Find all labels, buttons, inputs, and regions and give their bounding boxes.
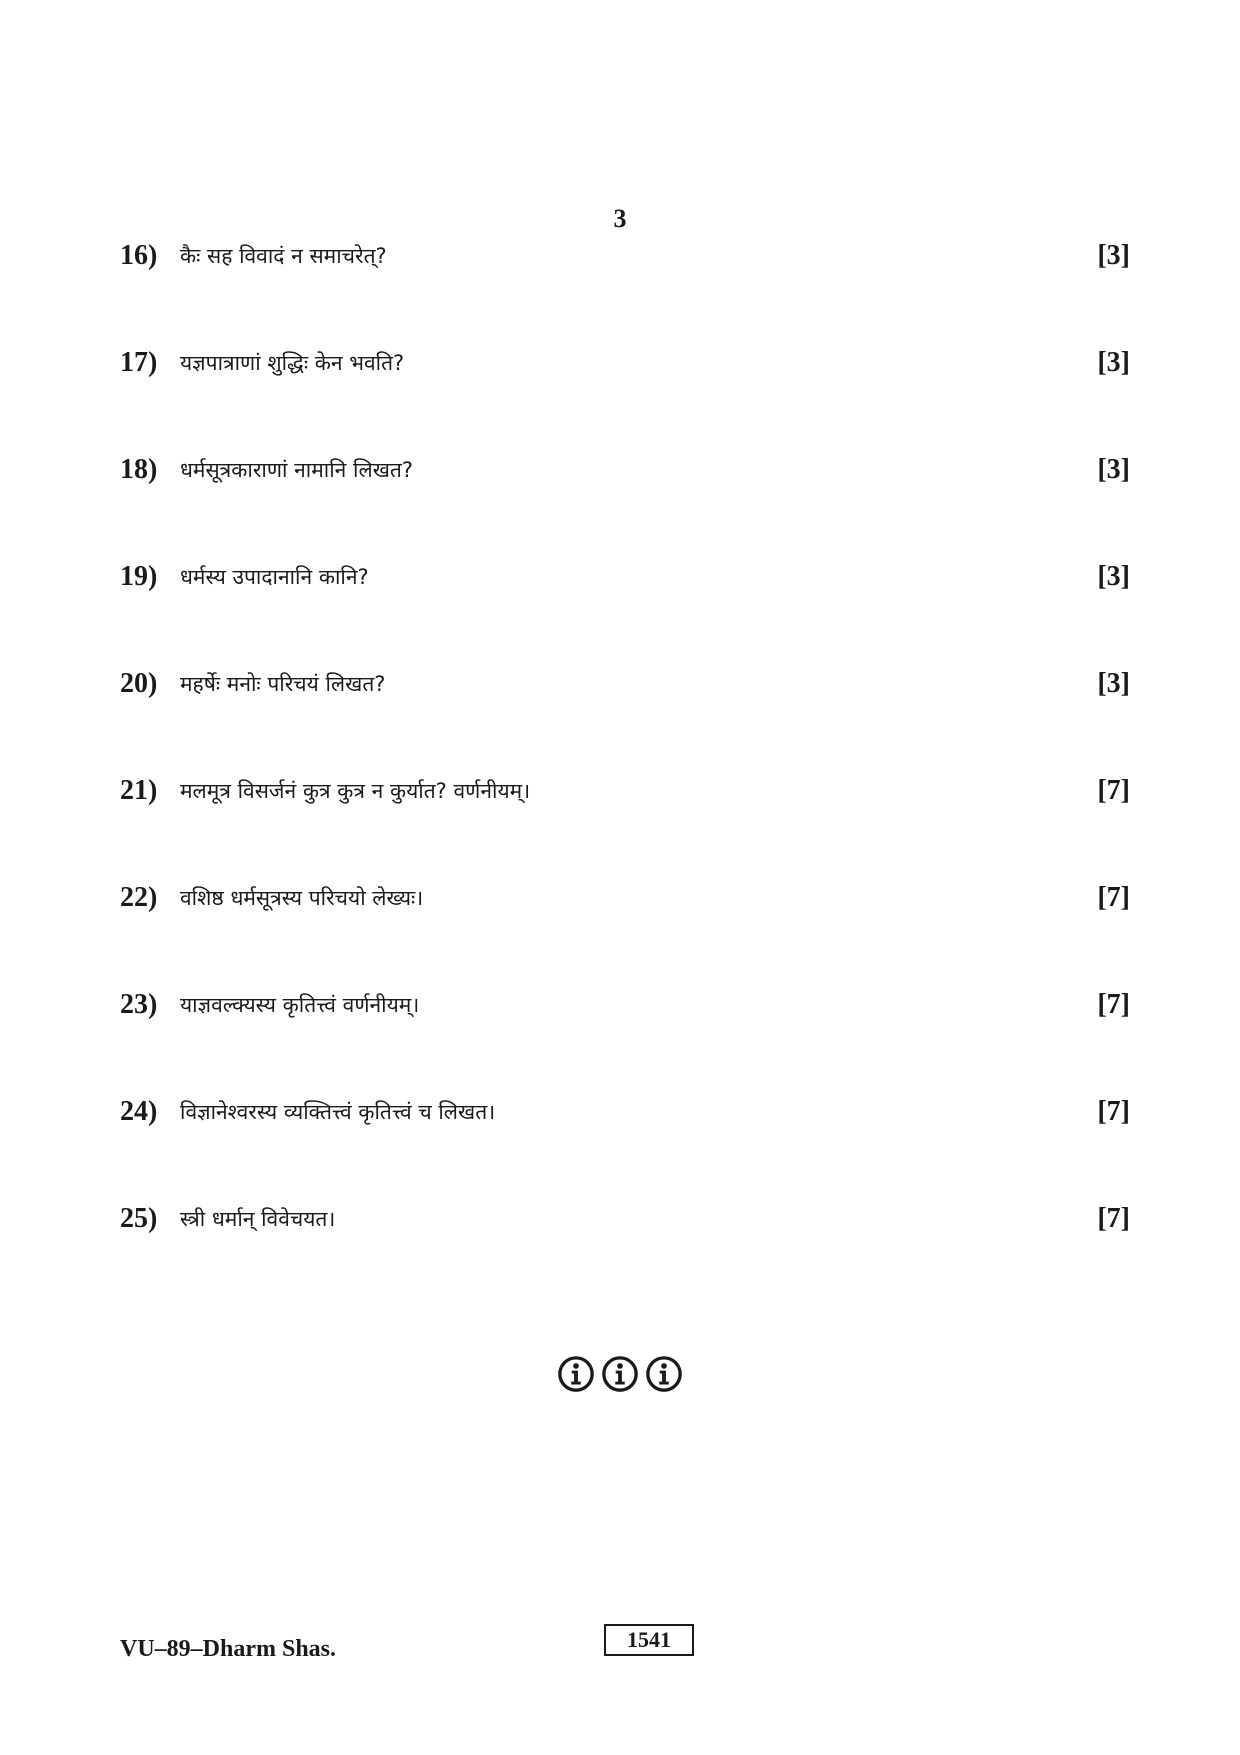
question-marks: [7] <box>1097 1096 1130 1127</box>
question-marks: [3] <box>1097 347 1130 378</box>
question-number: 16) <box>120 240 158 271</box>
question-item <box>120 236 1130 343</box>
question-item <box>120 450 1130 557</box>
question-number: 23) <box>120 989 158 1020</box>
question-text: वशिष्ठ धर्मसूत्रस्य परिचयो लेख्यः। <box>180 886 424 910</box>
question-number: 17) <box>120 347 158 378</box>
question-text: धर्मसूत्रकाराणां नामानि लिखत? <box>180 458 413 482</box>
paper-number-box: 1541 <box>604 1624 694 1656</box>
question-marks: [7] <box>1097 989 1130 1020</box>
question-item <box>120 771 1130 878</box>
question-number: 24) <box>120 1096 158 1127</box>
page-number: 3 <box>613 204 627 233</box>
question-text: स्त्री धर्मान् विवेचयत। <box>180 1207 336 1231</box>
question-marks: [7] <box>1097 1203 1130 1234</box>
question-item <box>120 1092 1130 1199</box>
end-of-paper-marks <box>0 1355 1240 1393</box>
question-list <box>120 236 1130 1306</box>
question-item <box>120 878 1130 985</box>
question-marks: [7] <box>1097 882 1130 913</box>
question-item <box>120 664 1130 771</box>
paper-code: VU–89–Dharm Shas. <box>120 1636 337 1662</box>
circled-i-icon <box>645 1355 683 1393</box>
question-number: 20) <box>120 668 158 699</box>
question-number: 22) <box>120 882 158 913</box>
question-text: महर्षेः मनोः परिचयं लिखत? <box>180 672 386 696</box>
question-text: याज्ञवल्क्यस्य कृतित्त्वं वर्णनीयम्। <box>180 993 420 1017</box>
question-item <box>120 557 1130 664</box>
question-item <box>120 1199 1130 1306</box>
question-number: 21) <box>120 775 158 806</box>
question-text: यज्ञपात्राणां शुद्धिः केन भवति? <box>180 351 405 375</box>
question-text: कैः सह विवादं न समाचरेत्? <box>180 244 387 268</box>
question-number: 19) <box>120 561 158 592</box>
question-number: 25) <box>120 1203 158 1234</box>
question-number: 18) <box>120 454 158 485</box>
circled-i-icon <box>557 1355 595 1393</box>
question-item <box>120 343 1130 450</box>
question-text: धर्मस्य उपादानानि कानि? <box>180 565 369 589</box>
question-marks: [3] <box>1097 454 1130 485</box>
question-marks: [7] <box>1097 775 1130 806</box>
question-text: विज्ञानेश्वरस्य व्यक्तित्त्वं कृतित्त्वं च लिखत। <box>180 1100 496 1124</box>
circled-i-icon <box>601 1355 639 1393</box>
question-marks: [3] <box>1097 240 1130 271</box>
question-text: मलमूत्र विसर्जनं कुत्र कुत्र न कुर्यात? वर्णनीयम्। <box>180 779 531 803</box>
question-marks: [3] <box>1097 668 1130 699</box>
question-item <box>120 985 1130 1092</box>
question-marks: [3] <box>1097 561 1130 592</box>
